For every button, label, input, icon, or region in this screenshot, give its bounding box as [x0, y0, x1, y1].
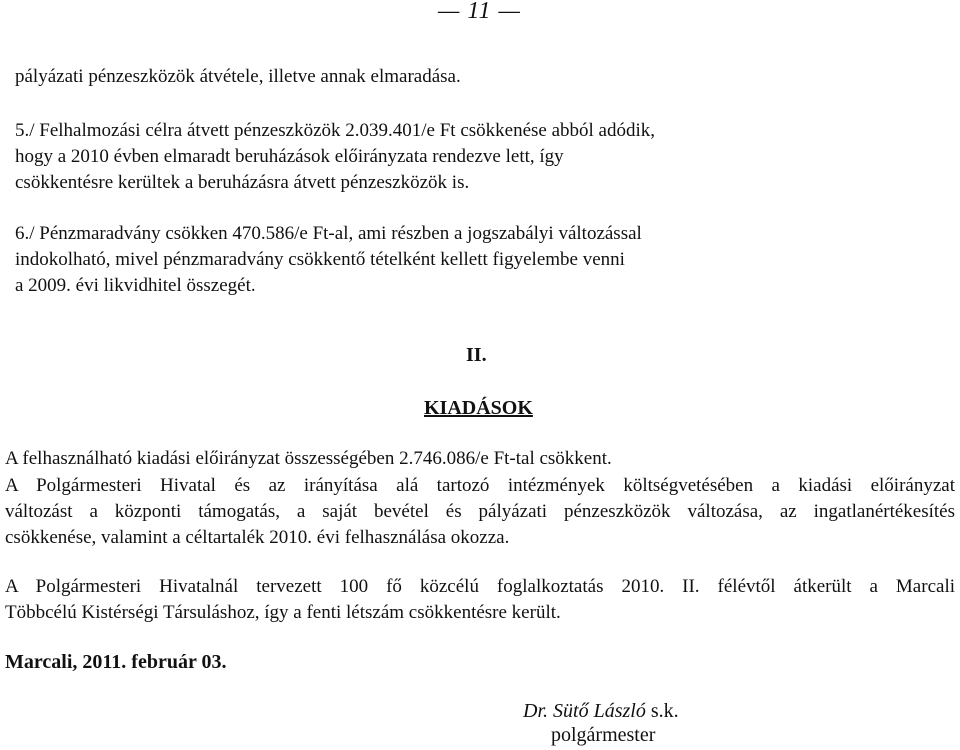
expenses-para1-line3: csökkenése, valamint a céltartalék 2010. évi felhasználása okozza.: [5, 527, 510, 548]
signature-name: [523, 700, 679, 723]
expenses-para1-line1: A Polgármesteri Hivatal és az irányítása alá tartozó intézmények költségvetésében a kiadási előirányzat: [5, 475, 955, 496]
expenses-para1-line2: változást a központi támogatás, a saját bevétel és pályázati pénzeszközök változása, az ingatlanértékesítés: [5, 501, 955, 522]
item5-line1: 5./ Felhalmozási célra átvett pénzeszközök 2.039.401/e Ft csökkenése abból adódik,: [15, 120, 656, 141]
item5-line2: hogy a 2010 évben elmaradt beruházások előirányzata rendezve lett, így: [15, 146, 564, 167]
signer-name: Dr. Sütő László: [523, 700, 646, 722]
expenses-para2-line2: Többcélú Kistérségi Társuláshoz, így a fenti létszám csökkentésre került.: [5, 602, 561, 623]
page-number: — 11 —: [438, 0, 521, 24]
item6-line2: indokolható, mivel pénzmaradvány csökkentő tételként kellett figyelembe venni: [15, 249, 625, 270]
expenses-para2-line1: A Polgármesteri Hivatalnál tervezett 100 fő közcélú foglalkoztatás 2010. II. félévtől átkerült a Marcali: [5, 576, 955, 597]
section-number: II.: [466, 344, 487, 366]
expenses-summary-line: A felhasználható kiadási előirányzat összességében 2.746.086/e Ft-tal csökkent.: [5, 448, 612, 469]
item5-line3: csökkentésre kerültek a beruházásra átvett pénzeszközök is.: [15, 172, 470, 193]
signer-title: polgármester: [551, 724, 656, 746]
section-title: KIADÁSOK: [424, 397, 533, 419]
item6-line3: a 2009. évi likvidhitel összegét.: [15, 275, 256, 296]
place-date: Marcali, 2011. február 03.: [5, 651, 227, 673]
item6-line1: 6./ Pénzmaradvány csökken 470.586/e Ft-al, ami részben a jogszabályi változással: [15, 223, 642, 244]
signer-suffix: s.k.: [645, 700, 679, 722]
intro-line: pályázati pénzeszközök átvétele, illetve annak elmaradása.: [15, 66, 461, 87]
